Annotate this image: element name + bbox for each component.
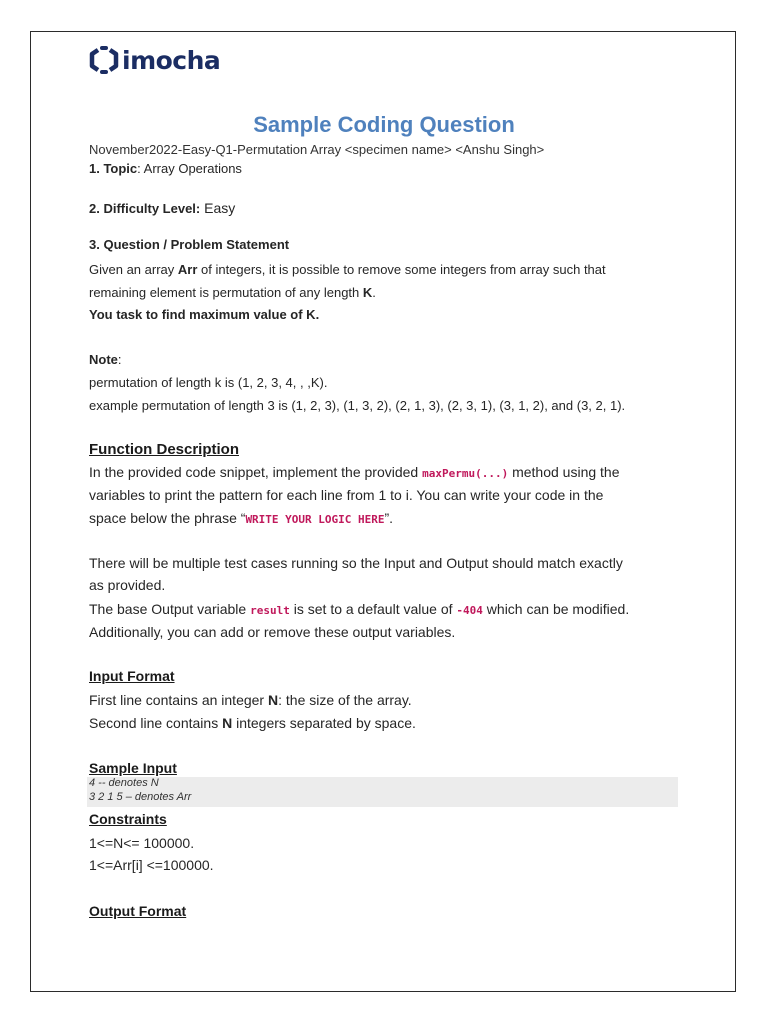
- input-format-line-2: Second line contains N integers separated by space.: [89, 715, 416, 731]
- topic-value: : Array Operations: [137, 161, 242, 176]
- note-line-1: permutation of length k is (1, 2, 3, 4, , ,K).: [89, 375, 328, 390]
- question-line-3: You task to find maximum value of K.: [89, 307, 320, 322]
- question-line-2: remaining element is permutation of any length K.: [89, 285, 376, 300]
- input-format-heading: Input Format: [89, 668, 175, 684]
- output-variable-line-2: Additionally, you can add or remove these output variables.: [89, 624, 456, 640]
- note-heading: Note:: [89, 352, 122, 367]
- test-cases-line-2: as provided.: [89, 577, 166, 593]
- function-description-heading: Function Description: [89, 441, 239, 458]
- topic-line: [89, 161, 242, 176]
- method-name-code: maxPermu(...): [422, 467, 509, 480]
- page-title: Sample Coding Question: [253, 112, 515, 137]
- output-variable-line-1: The base Output variable result is set to a default value of -404 which can be modified.: [89, 601, 630, 617]
- function-description-line-3: space below the phrase “WRITE YOUR LOGIC HERE”.: [89, 510, 394, 526]
- function-description-line-1: In the provided code snippet, implement the provided maxPermu(...) method using the: [89, 464, 620, 480]
- question-line-1: Given an array Arr of integers, it is possible to remove some integers from array such that: [89, 262, 606, 277]
- note-line-2: example permutation of length 3 is (1, 2, 3), (1, 3, 2), (2, 1, 3), (2, 3, 1), (3, 1, 2), and (3, 2, 1).: [89, 398, 626, 413]
- imocha-logo-icon: [89, 45, 119, 75]
- difficulty-line: [89, 200, 235, 218]
- sample-input-line-2: 3 2 1 5 – denotes Arr: [89, 791, 192, 803]
- note-label: Note: [89, 352, 118, 367]
- input-format-line-1: First line contains an integer N: the size of the array.: [89, 692, 412, 708]
- topic-label: 1. Topic: [89, 161, 138, 176]
- question-heading: 3. Question / Problem Statement: [89, 237, 290, 252]
- logic-phrase-code: WRITE YOUR LOGIC HERE: [245, 513, 385, 526]
- constraints-line-1: 1<=N<= 100000.: [89, 835, 195, 851]
- sample-input-heading: Sample Input: [89, 760, 177, 776]
- output-format-heading: Output Format: [89, 903, 187, 919]
- result-variable-code: result: [250, 604, 290, 617]
- test-cases-line-1: There will be multiple test cases running so the Input and Output should match exactly: [89, 555, 623, 571]
- sample-input-line-1: 4 -- denotes N: [89, 777, 159, 789]
- constraints-line-2: 1<=Arr[i] <=100000.: [89, 857, 214, 873]
- meta-line: November2022-Easy-Q1-Permutation Array <specimen name> <Anshu Singh>: [89, 142, 545, 157]
- difficulty-label: 2. Difficulty Level:: [89, 201, 201, 216]
- default-value-code: -404: [456, 604, 483, 617]
- constraints-heading: Constraints: [89, 811, 167, 827]
- difficulty-value: Easy: [200, 200, 236, 216]
- brand-logo: [89, 44, 220, 76]
- function-description-line-2: variables to print the pattern for each line from 1 to i. You can write your code in the: [89, 487, 604, 503]
- brand-name: imocha: [122, 45, 221, 75]
